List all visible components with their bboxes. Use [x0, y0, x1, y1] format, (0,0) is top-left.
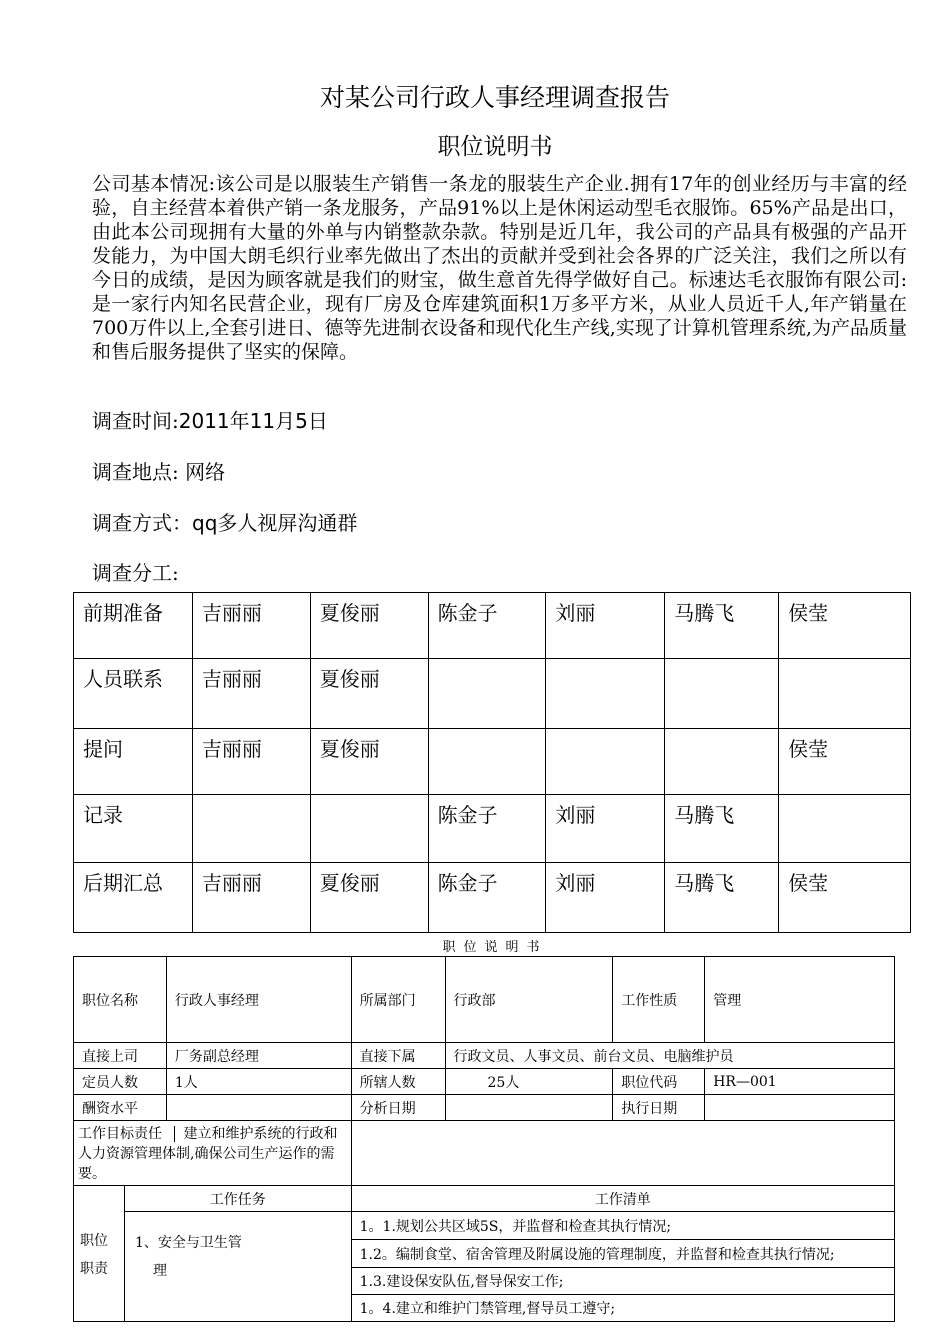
survey-method: 调查方式：qq多人视屏沟通群	[92, 511, 358, 535]
jd-row-salary	[74, 1095, 895, 1121]
division-member: 夏俊丽	[310, 863, 428, 933]
jd-row-position	[74, 957, 895, 1043]
division-stage: 前期准备	[74, 593, 193, 659]
division-member: 吉丽丽	[192, 593, 310, 659]
jd-cell: 管理	[705, 957, 895, 1043]
jd-list-item: 1。1.规划公共区域5S，并监督和检查其执行情况;	[351, 1212, 894, 1240]
division-member	[428, 729, 546, 795]
jd-cell: 职位代码	[613, 1069, 705, 1095]
jd-row-task-header	[74, 1186, 895, 1212]
jd-list-item: 1.3.建设保安队伍,督导保安工作;	[351, 1268, 894, 1295]
company-intro: 公司基本情况:该公司是以服装生产销售一条龙的服装生产企业.拥有17年的创业经历与丰富的经验，自主经营本着供产销一条龙服务，产品91%以上是休闲运动型毛衣服饰。65%产品是出口，由此本公司现拥有大量的外单与内销整款杂款。特别是近几年，我公司的产品具有极强的产品开发能力，为中国大朗毛织行业率先做出了杰出的贡献并受到社会各界的广泛关注，我们之所以有今日的成绩，是因为顾客就是我们的财宝，做生意首先得学做好自己。标速达毛衣服饰有限公司:是一家行内知名民营企业，现有厂房及仓库建筑面积1万多平方米，从业人员近千人,年产销量在700万件以上,全套引进日、德等先进制衣设备和现代化生产线,实现了计算机管理系统,为产品质量和售后服务提供了坚实的保障。	[92, 173, 907, 363]
division-stage: 人员联系	[74, 659, 193, 729]
jd-title: 职位说明书	[442, 940, 548, 955]
division-member: 陈金子	[428, 795, 546, 863]
division-stage: 提问	[74, 729, 193, 795]
division-member: 刘丽	[546, 593, 665, 659]
jd-row-headcount	[74, 1069, 895, 1095]
jd-goal-fill	[351, 1121, 894, 1186]
jd-task-header: 工作任务	[124, 1186, 351, 1212]
division-member: 马腾飞	[665, 795, 779, 863]
jd-row-goal	[74, 1121, 895, 1186]
division-member: 马腾飞	[665, 863, 779, 933]
division-member	[192, 795, 310, 863]
jd-cell	[705, 1095, 895, 1121]
division-stage: 后期汇总	[74, 863, 193, 933]
jd-cell: 所属部门	[351, 957, 445, 1043]
division-member: 侯莹	[779, 863, 911, 933]
jd-cell: 工作性质	[613, 957, 705, 1043]
jd-cell: 25人	[445, 1069, 613, 1095]
jd-cell: 行政文员、人事文员、前台文员、电脑维护员	[445, 1043, 895, 1069]
division-member: 陈金子	[428, 863, 546, 933]
division-table	[73, 592, 911, 933]
division-member: 侯莹	[779, 593, 911, 659]
jd-row-item	[74, 1212, 895, 1240]
division-member: 马腾飞	[665, 593, 779, 659]
jd-list-header: 工作清单	[351, 1186, 894, 1212]
division-member	[310, 795, 428, 863]
jd-list-item: 1.2。编制食堂、宿舍管理及附属设施的管理制度，并监督和检查其执行情况;	[351, 1240, 894, 1268]
division-member: 吉丽丽	[192, 729, 310, 795]
survey-place: 调查地点: 网络	[92, 460, 226, 484]
jd-duty-label: 职位 职责	[74, 1186, 125, 1322]
division-row	[74, 593, 911, 659]
division-member	[428, 659, 546, 729]
division-member: 陈金子	[428, 593, 546, 659]
survey-time: 调查时间:2011年11月5日	[92, 409, 328, 433]
jd-cell: 定员人数	[74, 1069, 167, 1095]
division-member: 吉丽丽	[192, 659, 310, 729]
jd-task-1: 1、安全与卫生管 理	[124, 1212, 351, 1322]
jd-cell: 直接下属	[351, 1043, 445, 1069]
division-member	[779, 795, 911, 863]
job-description-table	[73, 956, 895, 1322]
division-row	[74, 729, 911, 795]
survey-division-label: 调查分工:	[92, 561, 179, 585]
jd-cell: 职位名称	[74, 957, 167, 1043]
jd-goal-label: 工作目标责任 建立和维护系统的行政和人力资源管理体制,确保公司生产运作的需要。	[74, 1121, 352, 1186]
division-member: 侯莹	[779, 729, 911, 795]
division-member	[665, 659, 779, 729]
jd-cell: 酬资水平	[74, 1095, 167, 1121]
division-member: 刘丽	[546, 863, 665, 933]
jd-row-superior	[74, 1043, 895, 1069]
jd-cell	[166, 1095, 351, 1121]
jd-cell: 分析日期	[351, 1095, 445, 1121]
jd-cell: 1人	[166, 1069, 351, 1095]
division-row	[74, 659, 911, 729]
jd-cell: HR—001	[705, 1069, 895, 1095]
jd-cell: 行政部	[445, 957, 613, 1043]
jd-cell: 所辖人数	[351, 1069, 445, 1095]
division-member: 夏俊丽	[310, 659, 428, 729]
division-stage: 记录	[74, 795, 193, 863]
division-member: 夏俊丽	[310, 729, 428, 795]
division-member: 吉丽丽	[192, 863, 310, 933]
jd-cell	[445, 1095, 613, 1121]
division-member	[665, 729, 779, 795]
division-member	[546, 729, 665, 795]
jd-list-item: 1。4.建立和维护门禁管理,督导员工遵守;	[351, 1295, 894, 1322]
division-row	[74, 863, 911, 933]
jd-goal-text: 建立和维护系统的行政和人力资源管理体制,确保公司生产运作的需要。	[78, 1126, 338, 1182]
jd-cell: 执行日期	[613, 1095, 705, 1121]
jd-cell: 行政人事经理	[166, 957, 351, 1043]
division-member: 刘丽	[546, 795, 665, 863]
division-member: 夏俊丽	[310, 593, 428, 659]
jd-cell: 厂务副总经理	[166, 1043, 351, 1069]
jd-cell: 直接上司	[74, 1043, 167, 1069]
division-member	[546, 659, 665, 729]
report-subtitle: 职位说明书	[437, 134, 553, 160]
division-member	[779, 659, 911, 729]
report-title: 对某公司行政人事经理调查报告	[319, 83, 670, 112]
division-row	[74, 795, 911, 863]
